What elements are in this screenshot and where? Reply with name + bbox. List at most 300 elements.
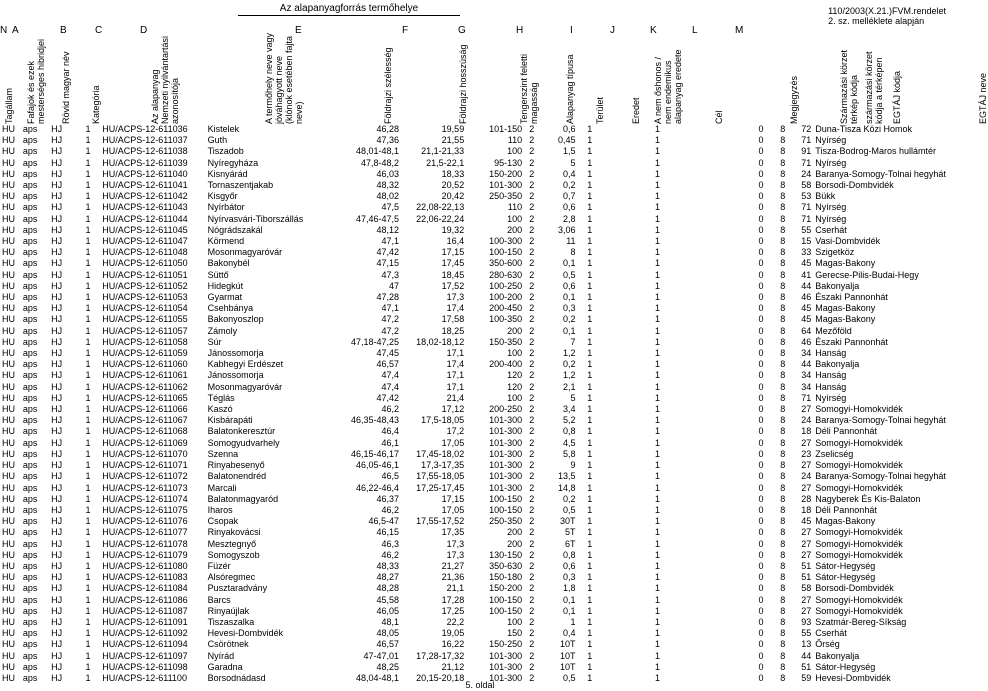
table-cell: 17,55-17,52 [416, 516, 465, 527]
table-cell: 200-400 [489, 359, 523, 370]
table-cell: 2 [529, 124, 535, 134]
table-cell: 0,3 [563, 572, 576, 583]
table-cell: 8 [780, 247, 786, 258]
table-cell: 100-150 [489, 247, 523, 258]
table-row [0, 180, 960, 191]
table-cell: 2 [529, 493, 535, 504]
table-cell: 1 [587, 471, 593, 482]
table-cell: 1 [587, 146, 593, 157]
table-cell: 1 [655, 348, 661, 359]
table-cell: 2 [529, 583, 535, 594]
table-cell: 27 [801, 594, 812, 605]
table-cell [685, 460, 749, 471]
table-cell [602, 326, 630, 337]
table-cell: 17,15 [441, 493, 465, 504]
page-number: 5. oldal [465, 680, 495, 690]
column-letter-g: G [458, 25, 466, 36]
table-cell: 47,1 [381, 303, 399, 314]
table-cell: HU [2, 280, 15, 291]
table-cell: aps [22, 560, 38, 571]
table-row [0, 158, 960, 169]
column-letter-k: K [650, 25, 657, 36]
table-cell: 200-250 [489, 404, 523, 415]
table-cell: 46,15 [376, 527, 399, 538]
table-cell: HJ [51, 639, 63, 650]
table-cell: 0 [758, 325, 764, 336]
table-cell: HJ [51, 213, 63, 224]
table-cell [602, 483, 630, 494]
table-cell: HU [2, 157, 15, 168]
table-cell: 8 [780, 628, 786, 639]
column-header-9: Alapanyag típusa [564, 54, 575, 124]
table-row [0, 527, 960, 538]
table-cell: Tiszadob [207, 146, 244, 157]
column-letter-a: A [12, 25, 19, 36]
table-cell: 1 [587, 594, 593, 605]
table-cell: Hevesi-Dombvidék [815, 672, 891, 683]
table-cell: HU/ACPS-12-611068 [102, 426, 188, 437]
table-cell [685, 370, 749, 381]
table-cell: 1 [85, 560, 91, 571]
table-cell [685, 359, 749, 370]
table-cell: 21,55 [441, 135, 465, 146]
table-cell: 8 [780, 325, 786, 336]
table-cell: HU/ACPS-12-611044 [102, 213, 188, 224]
table-cell: 46 [801, 336, 812, 347]
table-cell: HJ [51, 426, 63, 437]
table-cell: 8 [780, 303, 786, 314]
table-cell: Súr [207, 336, 222, 347]
table-cell: 2 [529, 348, 535, 359]
table-cell: 17,1 [446, 348, 465, 359]
table-cell: Nyírség [815, 202, 847, 213]
table-cell [602, 617, 630, 628]
table-cell: Nyíregyháza [207, 157, 259, 168]
table-cell: 5 [570, 392, 576, 403]
table-cell: 10T [560, 650, 576, 661]
column-header-12: A nem őshonos / nem endemikus alapanyag eredete [652, 49, 683, 124]
table-cell: 1 [85, 404, 91, 415]
table-cell: 1 [587, 180, 593, 191]
table-cell: 23 [801, 448, 812, 459]
table-cell: 8 [780, 280, 786, 291]
table-cell [685, 382, 749, 393]
table-cell [685, 426, 749, 437]
table-cell: 95-130 [494, 157, 523, 168]
table-cell: Rinyabesenyő [207, 460, 265, 471]
column-letter-j: J [610, 25, 615, 36]
table-cell: 1 [587, 482, 593, 493]
table-cell: HU [2, 292, 15, 303]
table-cell: 2 [529, 616, 535, 627]
table-cell: HU/ACPS-12-611078 [102, 538, 188, 549]
table-cell: 46,05 [376, 605, 399, 616]
table-cell: 5,2 [563, 415, 576, 426]
table-cell: 47,2 [381, 325, 399, 336]
table-cell: 2 [529, 392, 535, 403]
table-cell: Zámoly [207, 325, 238, 336]
table-cell: 34 [801, 370, 812, 381]
table-cell: 17,4 [446, 359, 465, 370]
table-cell: Kaszó [207, 404, 233, 415]
table-cell: Magas-Bakony [815, 516, 876, 527]
table-cell: 71 [801, 157, 812, 168]
table-cell: 0 [758, 661, 764, 672]
table-cell: Nyírvasvári-Tiborszállás [207, 213, 304, 224]
table-cell: 1 [587, 404, 593, 415]
table-cell: aps [22, 538, 38, 549]
table-cell: 1 [587, 572, 593, 583]
table-cell: HU/ACPS-12-611040 [102, 168, 188, 179]
table-cell: 200-450 [489, 303, 523, 314]
table-cell: 8 [780, 415, 786, 426]
table-cell: 47,1 [381, 236, 399, 247]
table-cell: aps [22, 672, 38, 683]
table-cell: HU [2, 247, 15, 258]
table-cell: Somogyi-Homokvidék [815, 538, 903, 549]
column-letter-e: E [295, 25, 302, 36]
table-cell: HJ [51, 460, 63, 471]
table-cell: 17,2 [446, 426, 465, 437]
table-cell: 47,36 [376, 135, 399, 146]
table-cell: 0 [758, 202, 764, 213]
table-cell: 1 [655, 146, 661, 157]
table-cell: 1 [587, 628, 593, 639]
table-cell: 1 [85, 516, 91, 527]
table-cell: 10T [560, 661, 576, 672]
table-cell: 1 [85, 303, 91, 314]
table-cell: Balatonkeresztúr [207, 426, 276, 437]
table-cell [602, 158, 630, 169]
table-cell: 24 [801, 471, 812, 482]
table-cell: 8 [780, 292, 786, 303]
table-cell: aps [22, 605, 38, 616]
table-cell: aps [22, 650, 38, 661]
table-cell: HJ [51, 672, 63, 683]
table-cell: 8 [780, 269, 786, 280]
table-cell: 1 [655, 639, 661, 650]
table-cell: HJ [51, 404, 63, 415]
table-cell: HU [2, 471, 15, 482]
table-cell: 0 [758, 191, 764, 202]
table-cell: HU/ACPS-12-611083 [102, 572, 188, 583]
table-cell [602, 460, 630, 471]
table-cell: 71 [801, 135, 812, 146]
table-cell [685, 303, 749, 314]
table-cell: 47-47,01 [363, 650, 399, 661]
table-cell [685, 505, 749, 516]
table-cell: HU/ACPS-12-611062 [102, 381, 188, 392]
table-cell: 17,3-17,35 [421, 460, 465, 471]
table-cell: 47,5 [381, 202, 399, 213]
table-cell: 0 [758, 404, 764, 415]
table-cell: Nyírád [207, 650, 235, 661]
table-cell: 17,45-18,02 [416, 448, 465, 459]
table-cell: 46,57 [376, 359, 399, 370]
table-cell: Somogyszob [207, 549, 260, 560]
table-cell: HJ [51, 415, 63, 426]
table-cell: 1 [85, 482, 91, 493]
table-cell: 8 [780, 236, 786, 247]
table-cell: HU [2, 437, 15, 448]
column-letter-h: H [516, 25, 524, 36]
table-cell: 0,3 [563, 303, 576, 314]
table-cell [685, 449, 749, 460]
table-cell: Szigetköz [815, 247, 855, 258]
column-letter-f: F [402, 25, 409, 36]
table-cell: HU/ACPS-12-611045 [102, 224, 188, 235]
table-cell [685, 202, 749, 213]
table-cell [602, 124, 630, 135]
table-cell: 1 [655, 314, 661, 325]
table-cell: Szatmár-Bereg-Síkság [815, 616, 907, 627]
table-cell: 51 [801, 572, 812, 583]
table-cell: 34 [801, 348, 812, 359]
table-cell: 2 [529, 247, 535, 258]
table-cell: 1 [587, 538, 593, 549]
table-cell: 19,32 [441, 224, 465, 235]
table-cell: HJ [51, 616, 63, 627]
table-cell [602, 494, 630, 505]
table-cell: Balatonmagyaród [207, 493, 279, 504]
table-cell: 21,4 [446, 392, 465, 403]
column-letter-c: C [95, 25, 103, 36]
table-cell: 27 [801, 605, 812, 616]
table-cell: 1 [655, 437, 661, 448]
table-cell: 0 [758, 538, 764, 549]
table-cell: 17,58 [441, 314, 465, 325]
table-row [0, 258, 960, 269]
table-cell: Hanság [815, 348, 847, 359]
table-cell: 200 [507, 224, 523, 235]
table-cell: 2 [529, 314, 535, 325]
table-cell: 48,05 [376, 628, 399, 639]
table-cell: 1 [587, 639, 593, 650]
table-cell: 2 [529, 448, 535, 459]
table-cell: 8 [780, 549, 786, 560]
table-cell: Mesztegnyő [207, 538, 257, 549]
table-cell: HU [2, 448, 15, 459]
table-cell: 1 [587, 348, 593, 359]
table-cell: HU/ACPS-12-611041 [102, 180, 188, 191]
table-cell: 2 [529, 594, 535, 605]
table-cell: 0 [758, 572, 764, 583]
table-row [0, 662, 960, 673]
table-cell: aps [22, 348, 38, 359]
table-cell: HU [2, 314, 15, 325]
table-cell: 2 [529, 628, 535, 639]
table-cell: 8 [780, 482, 786, 493]
table-cell: HU/ACPS-12-611066 [102, 404, 188, 415]
table-cell: HJ [51, 280, 63, 291]
table-cell: 8 [780, 650, 786, 661]
table-cell [602, 404, 630, 415]
table-cell: HJ [51, 628, 63, 639]
table-cell: 27 [801, 460, 812, 471]
table-cell: 1 [587, 415, 593, 426]
table-cell: 8 [780, 359, 786, 370]
table-cell: 1 [85, 426, 91, 437]
table-cell: 45 [801, 258, 812, 269]
table-cell: 100-150 [489, 594, 523, 605]
table-cell: 2 [529, 672, 535, 683]
table-cell: 100-300 [489, 236, 523, 247]
table-cell: 20,52 [441, 180, 465, 191]
table-cell: 13,5 [558, 471, 576, 482]
table-cell: Bakonyoszlop [207, 314, 264, 325]
table-cell: 46,4 [381, 426, 399, 437]
table-cell: aps [22, 527, 38, 538]
table-cell: HU/ACPS-12-611051 [102, 269, 188, 280]
table-cell: 100 [507, 392, 523, 403]
table-cell: 1 [587, 605, 593, 616]
table-cell: 0,45 [558, 135, 576, 146]
table-cell: 1 [85, 572, 91, 583]
table-cell: 1 [85, 661, 91, 672]
table-cell: 5,8 [563, 448, 576, 459]
table-cell: Kisnyárád [207, 168, 248, 179]
table-row [0, 606, 960, 617]
table-cell: HJ [51, 437, 63, 448]
table-cell: aps [22, 381, 38, 392]
table-cell: HU [2, 381, 15, 392]
table-cell: HJ [51, 549, 63, 560]
table-cell: HU/ACPS-12-611059 [102, 348, 188, 359]
table-cell: 1 [85, 639, 91, 650]
table-cell [685, 639, 749, 650]
table-cell: 0,5 [563, 269, 576, 280]
table-cell: 0 [758, 594, 764, 605]
table-cell: 8 [780, 560, 786, 571]
table-cell: 0 [758, 168, 764, 179]
table-cell: 16,4 [446, 236, 465, 247]
table-cell: 101-300 [489, 448, 523, 459]
table-cell: 8 [780, 314, 786, 325]
table-cell: 45 [801, 516, 812, 527]
table-row [0, 337, 960, 348]
column-header-13: Cél [714, 110, 724, 124]
table-cell: 2 [529, 404, 535, 415]
table-cell: 47,28 [376, 292, 399, 303]
column-header-14: Megjegyzés [788, 75, 799, 124]
table-cell: 46,57 [376, 639, 399, 650]
table-cell: Nógrádszakál [207, 224, 263, 235]
table-cell: 2,8 [563, 213, 576, 224]
table-cell: 8 [780, 348, 786, 359]
table-cell: 2 [529, 560, 535, 571]
table-cell: 0,2 [563, 359, 576, 370]
table-cell [602, 382, 630, 393]
table-cell: HU/ACPS-12-611086 [102, 594, 188, 605]
table-row [0, 471, 960, 482]
table-cell: Mosonmagyaróvár [207, 381, 283, 392]
table-cell: Borsodi-Dombvidék [815, 583, 894, 594]
table-row [0, 483, 960, 494]
table-cell: 8 [780, 180, 786, 191]
table-cell: 0 [758, 392, 764, 403]
table-cell: 18,02-18,12 [416, 336, 465, 347]
table-cell [685, 292, 749, 303]
table-cell: 250-350 [489, 516, 523, 527]
table-row [0, 460, 960, 471]
table-cell: 1,8 [563, 583, 576, 594]
table-cell: 0 [758, 516, 764, 527]
table-cell: 1 [655, 605, 661, 616]
table-cell [602, 135, 630, 146]
table-cell: 100-150 [489, 504, 523, 515]
table-cell: 19,05 [441, 628, 465, 639]
table-cell: 51 [801, 661, 812, 672]
table-cell: aps [22, 493, 38, 504]
table-cell: 1 [655, 572, 661, 583]
table-cell: HJ [51, 572, 63, 583]
table-cell: 48,32 [376, 180, 399, 191]
column-letter-i: I [570, 25, 573, 36]
table-cell: 1 [587, 392, 593, 403]
table-cell: 150-200 [489, 168, 523, 179]
table-cell: 47,4 [381, 381, 399, 392]
table-cell: HU [2, 482, 15, 493]
table-row [0, 628, 960, 639]
table-cell [685, 281, 749, 292]
table-cell [685, 337, 749, 348]
table-cell: 1 [85, 583, 91, 594]
table-cell: HJ [51, 247, 63, 258]
table-cell: 21,27 [441, 560, 465, 571]
table-cell: 130-150 [489, 549, 523, 560]
table-cell: 2 [529, 180, 535, 191]
table-cell: 46,2 [381, 504, 399, 515]
table-cell: 34 [801, 381, 812, 392]
table-cell: 1 [85, 392, 91, 403]
table-cell: aps [22, 224, 38, 235]
table-cell: 0,6 [563, 280, 576, 291]
table-cell: 100-350 [489, 314, 523, 325]
table-cell: HU/ACPS-12-611043 [102, 202, 188, 213]
table-cell: HU [2, 258, 15, 269]
table-cell: HU/ACPS-12-611039 [102, 157, 188, 168]
table-cell: 17,35 [441, 527, 465, 538]
table-cell: 1 [655, 482, 661, 493]
table-cell: 1 [587, 303, 593, 314]
table-cell: 17,25 [441, 605, 465, 616]
table-cell: Süttő [207, 269, 229, 280]
table-cell: aps [22, 471, 38, 482]
table-cell: Jánossomorja [207, 370, 264, 381]
table-cell: 48,27 [376, 572, 399, 583]
table-cell [685, 662, 749, 673]
table-cell: 1 [655, 594, 661, 605]
table-cell: 8 [780, 224, 786, 235]
table-cell: Hevesi-Dombvidék [207, 628, 284, 639]
table-cell: 2 [529, 460, 535, 471]
table-cell: HJ [51, 135, 63, 146]
table-cell: 8 [780, 448, 786, 459]
table-cell: 1 [587, 359, 593, 370]
table-cell: HJ [51, 359, 63, 370]
table-cell: 2 [529, 516, 535, 527]
table-cell: 100 [507, 213, 523, 224]
table-cell: 0,2 [563, 493, 576, 504]
table-cell: 1 [85, 124, 91, 134]
column-header-0: Tagállam [4, 87, 14, 124]
table-cell: 1 [587, 560, 593, 571]
table-cell: 1 [655, 280, 661, 291]
table-cell: HJ [51, 650, 63, 661]
table-cell: Füzér [207, 560, 231, 571]
table-cell: 101-300 [489, 650, 523, 661]
table-cell: 1 [587, 504, 593, 515]
